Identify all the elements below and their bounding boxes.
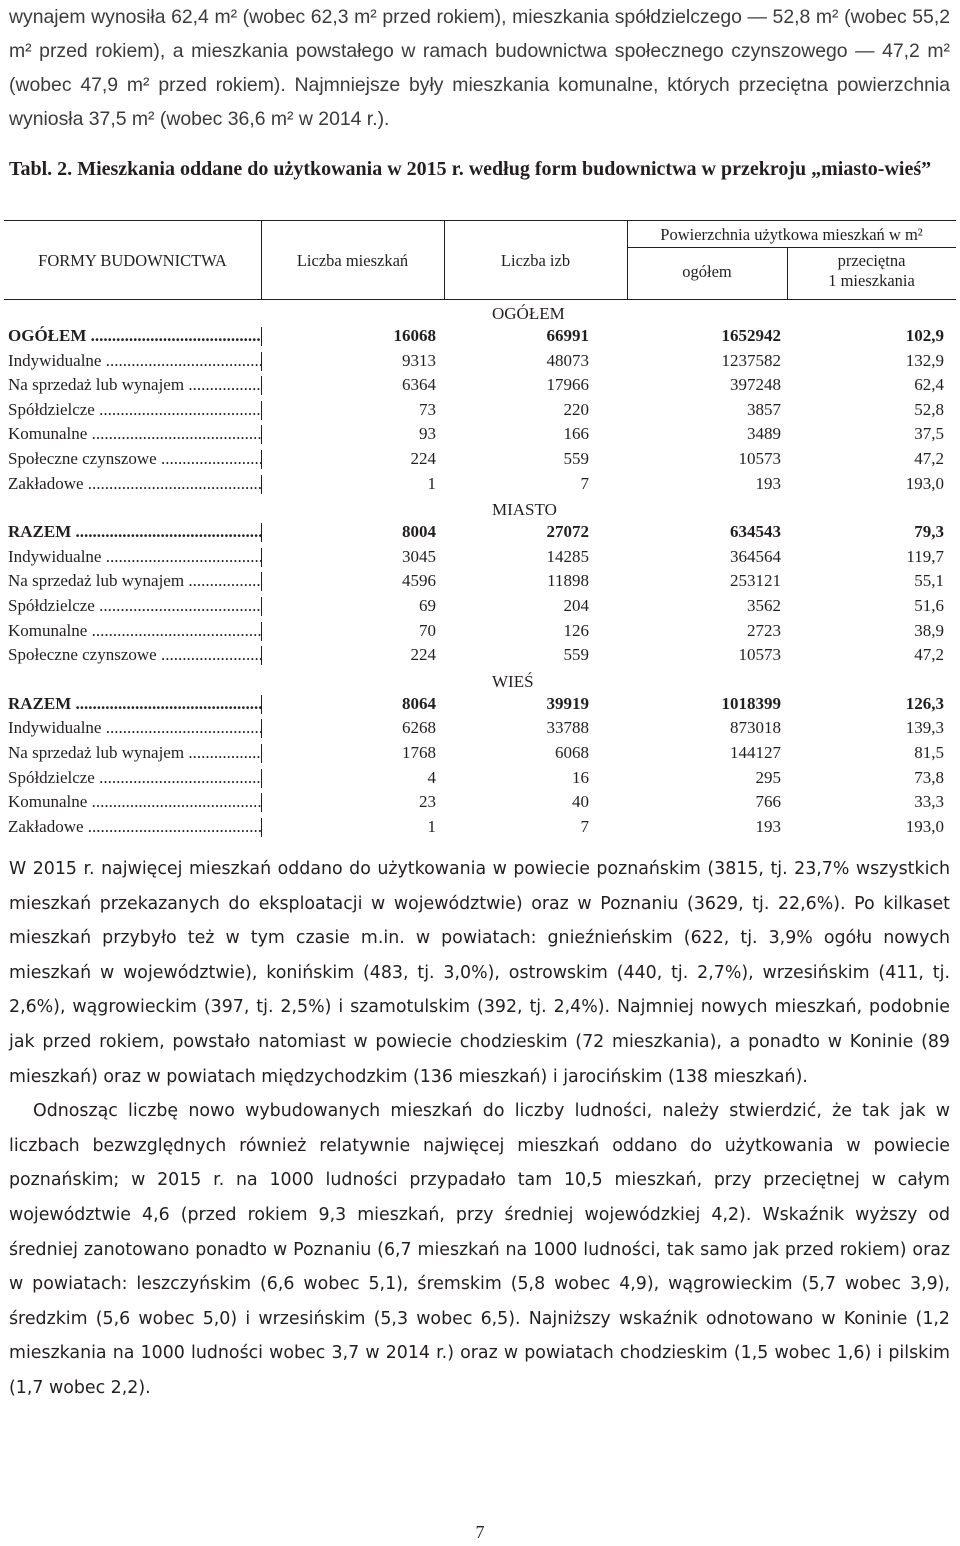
header-dwellings: Liczba mieszkań [296,251,409,270]
row-label: Komunalne ..... [8,619,261,644]
table-row [4,716,956,741]
body-text [9,852,950,1406]
table-row [4,569,956,594]
cell-dwellings: 224 [410,645,436,665]
row-separator [261,769,262,788]
cell-dwellings: 4596 [402,571,436,591]
row-label: Zakładowe ..... [8,815,261,840]
row-label: RAZEM ..... [8,692,261,717]
row-separator [261,523,262,542]
cell-rooms: 6068 [555,742,589,762]
cell-dwellings: 93 [419,424,436,444]
cell-rooms: 48073 [546,350,589,370]
cell-rooms: 39919 [546,693,589,713]
cell-rooms: 166 [563,424,589,444]
row-separator [261,597,262,616]
row-label: Na sprzedaż lub wynajem ..... [8,569,261,594]
row-label: Społeczne czynszowe ..... [8,643,261,668]
table-body [4,300,956,839]
cell-area-total: 397248 [730,375,781,395]
row-label: Komunalne ..... [8,790,261,815]
row-separator [261,695,262,714]
cell-dwellings: 6364 [402,375,436,395]
cell-area-avg: 193,0 [905,816,944,836]
table-row [4,790,956,815]
cell-dwellings: 1 [427,473,436,493]
row-label: Na sprzedaż lub wynajem ..... [8,373,261,398]
table-row [4,643,956,668]
cell-area-total: 1018399 [721,693,781,713]
cell-dwellings: 8064 [402,693,436,713]
cell-area-total: 766 [755,792,781,812]
cell-rooms: 7 [580,816,589,836]
cell-rooms: 40 [572,792,589,812]
cell-area-avg: 126,3 [905,693,944,713]
row-separator [261,425,262,444]
row-separator [261,793,262,812]
cell-rooms: 559 [563,645,589,665]
cell-dwellings: 3045 [402,546,436,566]
cell-dwellings: 69 [419,595,436,615]
table-row [4,373,956,398]
row-separator [261,327,262,346]
row-label: Spółdzielcze ..... [8,766,261,791]
table-caption [9,155,950,183]
table-row [4,422,956,447]
cell-dwellings: 16068 [393,326,436,345]
cell-area-total: 3489 [747,424,781,444]
cell-area-avg: 73,8 [914,767,944,787]
table-row [4,815,956,840]
row-label: Społeczne czynszowe ..... [8,447,261,472]
cell-area-total: 364564 [730,546,781,566]
intro-text: wynajem wynosiła 62,4 m² (wobec 62,3 m² przed rokiem), mieszkania spółdzielczego — 52,8 m² (wobec 55,2 m² przed rokiem), a mieszkania powstałego w ramach budownictwa społecznego czynszowego — 47,2 m² (wobec 47,9 m² przed rokiem). Najmniejsze były mieszkania komunalne, których przeciętna powierzchnia wyniosła 37,5 m² (wobec 36,6 m² w 2014 r.). [9,6,950,130]
cell-area-total: 253121 [730,571,781,591]
row-separator [261,548,262,567]
paragraph-2: Odnosząc liczbę nowo wybudowanych mieszkań do liczby ludności, należy stwierdzić, że tak jak w liczbach bezwzględnych również relatywnie najwięcej mieszkań oddano do użytkowania w powiecie poznańskim; w 2015 r. na 1000 ludności przypadało tam 10,5 mieszkań, przy przeciętnej w całym województwie 4,6 (przed rokiem 9,3 mieszkań, przy średniej wojewódzkiej 4,2). Wskaźnik wyższy od średniej zanotowano ponadto w Poznaniu (6,7 mieszkań na 1000 ludności, tak samo jak przed rokiem) oraz w powiatach: leszczyńskim (6,6 wobec 5,1), śremskim (5,8 wobec 4,9), wągrowieckim (5,7 wobec 3,9), średzkim (5,6 wobec 5,0) i wrzesińskim (5,3 wobec 6,5). Najniższy wskaźnik odnotowano w Koninie (1,2 mieszkania na 1000 ludności wobec 3,7 w 2014 r.) oraz w powiatach chodzieskim (1,5 wobec 1,6) i pilskim (1,7 wobec 2,2). [9,1101,950,1398]
cell-dwellings: 8004 [402,522,436,542]
cell-rooms: 17966 [546,375,589,395]
cell-area-avg: 37,5 [914,424,944,444]
cell-dwellings: 23 [419,792,436,812]
cell-area-total: 144127 [730,742,781,762]
row-separator [261,450,262,469]
cell-rooms: 220 [563,399,589,419]
page-number: 7 [475,1522,485,1542]
table-row [4,520,956,545]
cell-area-total: 10573 [738,645,781,665]
cell-dwellings: 1768 [402,742,436,762]
row-separator [261,818,262,837]
table-row [4,324,956,349]
cell-area-avg: 52,8 [914,399,944,419]
cell-area-avg: 193,0 [905,473,944,493]
cell-rooms: 16 [572,767,589,787]
cell-area-avg: 33,3 [914,792,944,812]
header-rooms: Liczba izb [500,251,571,270]
cell-area-total: 193 [755,473,781,493]
table-row [4,692,956,717]
caption-title: Mieszkania oddane do użytkowania w 2015 r. według form budownictwa w przekroju „miasto-wieś” [77,158,932,180]
housing-table [4,220,956,839]
row-label: OGÓŁEM ..... [8,324,261,349]
cell-rooms: 126 [563,620,589,640]
table-row [4,741,956,766]
cell-dwellings: 1 [427,816,436,836]
cell-area-avg: 62,4 [914,375,944,395]
cell-area-total: 10573 [738,448,781,468]
cell-area-avg: 102,9 [905,326,944,345]
cell-rooms: 559 [563,448,589,468]
section-title: OGÓŁEM [492,304,565,323]
table-header [4,220,956,300]
row-label: RAZEM ..... [8,520,261,545]
cell-area-total: 3857 [747,399,781,419]
cell-area-total: 1652942 [721,326,781,345]
row-label: Indywidualne ..... [8,545,261,570]
row-separator [261,572,262,591]
cell-area-avg: 132,9 [905,350,944,370]
section-title: MIASTO [492,500,557,520]
cell-area-total: 295 [755,767,781,787]
cell-area-avg: 38,9 [914,620,944,640]
cell-area-avg: 55,1 [914,571,944,591]
cell-area-avg: 47,2 [914,645,944,665]
header-area-group: Powierzchnia użytkowa mieszkań w m² [660,225,923,244]
cell-area-avg: 119,7 [906,546,944,566]
cell-dwellings: 4 [427,767,436,787]
row-label: Indywidualne ..... [8,349,261,374]
cell-dwellings: 9313 [402,350,436,370]
caption-label: Tabl. 2. [9,158,73,180]
cell-area-total: 3562 [747,595,781,615]
row-separator [261,376,262,395]
intro-paragraph [9,0,950,136]
cell-rooms: 11898 [547,571,589,591]
table-row [4,398,956,423]
paragraph-1: W 2015 r. najwięcej mieszkań oddano do użytkowania w powiecie poznańskim (3815, tj. 23,7% wszystkich mieszkań przekazanych do eksploatacji w województwie) oraz w Poznaniu (3629, tj. 22,6%). Po kilkaset mieszkań przybyło też w tym czasie m.in. w powiatach: gnieźnieńskim (622, tj. 3,9% ogółu nowych mieszkań w województwie), konińskim (483, tj. 3,0%), ostrowskim (440, tj. 2,7%), wrzesińskim (411, tj. 2,6%), wągrowieckim (397, tj. 2,5%) i szamotulskim (392, tj. 2,4%). Najmniej nowych mieszkań, podobnie jak przed rokiem, powstało natomiast w powiecie chodzieskim (72 mieszkania), a ponadto w Koninie (89 mieszkań) oraz w powiatach międzychodzkim (136 mieszkań) i jarocińskim (138 mieszkań). [9,859,950,1087]
table-row [4,545,956,570]
cell-area-total: 2723 [747,620,781,640]
row-label: Na sprzedaż lub wynajem ..... [8,741,261,766]
cell-area-avg: 79,3 [914,522,944,542]
table-row [4,349,956,374]
section-title: WIEŚ [492,671,534,691]
cell-rooms: 204 [563,595,589,615]
row-separator [261,646,262,665]
cell-rooms: 33788 [546,718,589,738]
cell-dwellings: 70 [419,620,436,640]
cell-area-avg: 47,2 [914,448,944,468]
cell-area-total: 193 [755,816,781,836]
row-label: Spółdzielcze ..... [8,398,261,423]
row-separator [261,475,262,494]
row-separator [261,622,262,641]
row-label: Zakładowe ..... [8,472,261,497]
table-row [4,619,956,644]
cell-area-avg: 139,3 [905,718,944,738]
header-area-total: ogółem [682,262,732,281]
cell-dwellings: 73 [419,399,436,419]
cell-area-avg: 51,6 [914,595,944,615]
table-row [4,447,956,472]
row-separator [261,401,262,420]
table-row [4,766,956,791]
header-area-avg: przeciętna 1 mieszkania [828,251,915,290]
cell-area-total: 1237582 [721,350,781,370]
row-separator [261,352,262,371]
cell-rooms: 66991 [546,326,589,345]
cell-area-total: 873018 [730,718,781,738]
cell-dwellings: 6268 [402,718,436,738]
cell-rooms: 27072 [546,522,589,542]
header-forms: FORMY BUDOWNICTWA [38,251,227,270]
table-row [4,594,956,619]
row-label: Komunalne ..... [8,422,261,447]
row-label: Spółdzielcze ..... [8,594,261,619]
cell-area-avg: 81,5 [914,742,944,762]
cell-rooms: 7 [580,473,589,493]
row-separator [261,719,262,738]
cell-dwellings: 224 [410,448,436,468]
row-separator [261,744,262,763]
cell-rooms: 14285 [546,546,589,566]
cell-area-total: 634543 [730,522,781,542]
row-label: Indywidualne ..... [8,716,261,741]
table-row [4,472,956,497]
